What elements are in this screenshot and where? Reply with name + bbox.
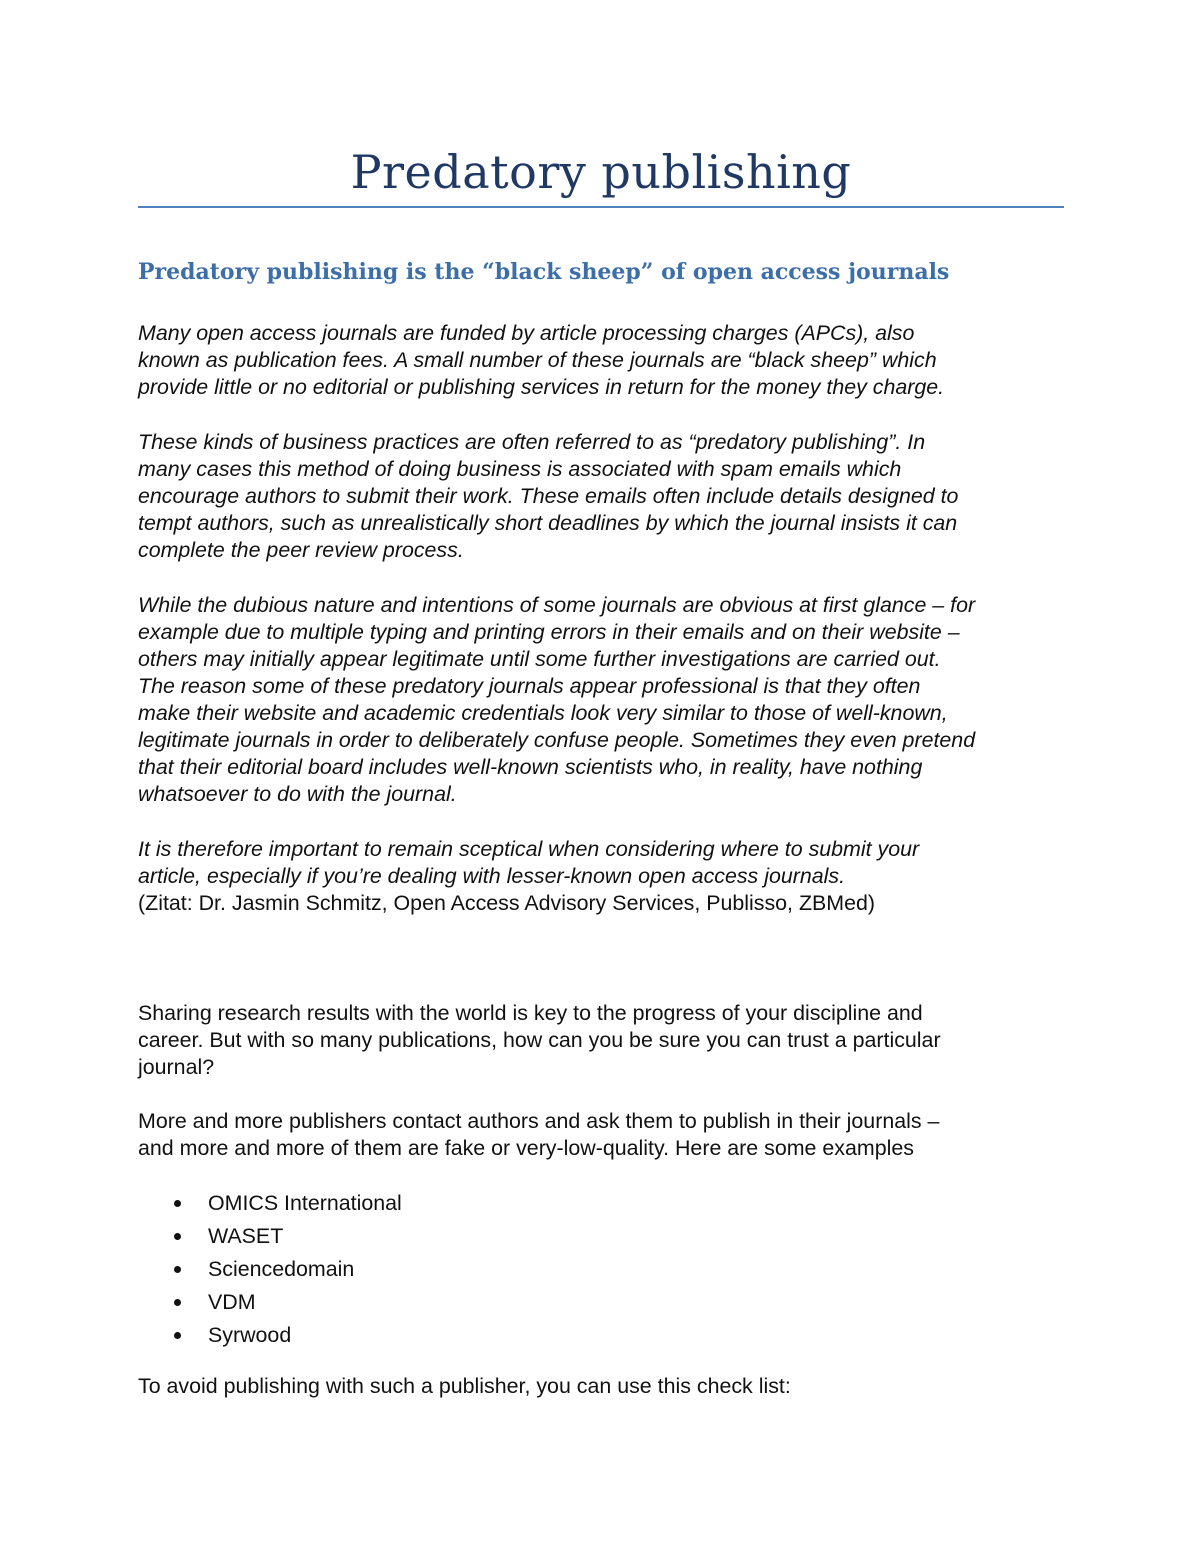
paragraph-line: Sharing research results with the world is key to the progress of your discipline and <box>138 1001 923 1025</box>
paragraph-dubious-nature <box>138 592 1068 808</box>
paragraph-line: example due to multiple typing and printing errors in their emails and on their website – <box>138 620 960 644</box>
bullet-icon <box>174 1200 181 1207</box>
paragraph-closing <box>138 1373 1068 1400</box>
paragraph-line: It is therefore important to remain sceptical when considering where to submit your <box>138 837 920 861</box>
paragraph-line: These kinds of business practices are often referred to as “predatory publishing”. In <box>138 430 926 454</box>
list-item <box>138 1188 1068 1221</box>
paragraph-sceptical <box>138 836 1068 917</box>
paragraph-line: Many open access journals are funded by article processing charges (APCs), also <box>138 321 915 345</box>
paragraph-apcs <box>138 320 1068 401</box>
list-item-label: WASET <box>208 1224 284 1248</box>
paragraph-line: make their website and academic credentials look very similar to those of well-known, <box>138 701 948 725</box>
bullet-icon <box>174 1299 181 1306</box>
document-title: Predatory publishing <box>350 145 852 199</box>
paragraph-line: provide little or no editorial or publishing services in return for the money they charge. <box>138 375 945 399</box>
paragraph-line: complete the peer review process. <box>138 538 464 562</box>
list-item-label: Sciencedomain <box>208 1257 355 1281</box>
bullet-icon <box>174 1332 181 1339</box>
bullet-icon <box>174 1266 181 1273</box>
paragraph-line: career. But with so many publications, how can you be sure you can trust a particular <box>138 1028 941 1052</box>
paragraph-line: known as publication fees. A small number of these journals are “black sheep” which <box>138 348 937 372</box>
paragraph-business-practices <box>138 429 1068 564</box>
list-item <box>138 1254 1068 1287</box>
list-item <box>138 1287 1068 1320</box>
bullet-icon <box>174 1233 181 1240</box>
section-subheading: Predatory publishing is the “black sheep” of open access journals <box>138 259 950 285</box>
list-item <box>138 1221 1068 1254</box>
paragraph-line: whatsoever to do with the journal. <box>138 782 457 806</box>
paragraph-line: many cases this method of doing business is associated with spam emails which <box>138 457 902 481</box>
paragraph-line: tempt authors, such as unrealistically short deadlines by which the journal insists it can <box>138 511 958 535</box>
paragraph-line: that their editorial board includes well-known scientists who, in reality, have nothing <box>138 755 923 779</box>
paragraph-line: journal? <box>138 1055 215 1079</box>
citation: (Zitat: Dr. Jasmin Schmitz, Open Access Advisory Services, Publisso, ZBMed) <box>138 891 876 915</box>
paragraph-line: encourage authors to submit their work. These emails often include details designed to <box>138 484 959 508</box>
paragraph-line: others may initially appear legitimate until some further investigations are carried out. <box>138 647 941 671</box>
paragraph-line: To avoid publishing with such a publisher, you can use this check list: <box>138 1374 791 1398</box>
paragraph-line: article, especially if you’re dealing with lesser-known open access journals. <box>138 864 846 888</box>
publisher-examples-list <box>138 1188 1068 1353</box>
list-item-label: OMICS International <box>208 1191 402 1215</box>
list-item-label: VDM <box>208 1290 256 1314</box>
paragraph-sharing-research <box>138 1000 1068 1081</box>
paragraph-line: and more and more of them are fake or very-low-quality. Here are some examples <box>138 1136 914 1160</box>
paragraph-more-publishers <box>138 1108 1068 1162</box>
list-item <box>138 1320 1068 1353</box>
paragraph-line: legitimate journals in order to deliberately confuse people. Sometimes they even pretend <box>138 728 976 752</box>
list-item-label: Syrwood <box>208 1323 292 1347</box>
paragraph-line: The reason some of these predatory journals appear professional is that they often <box>138 674 921 698</box>
paragraph-line: More and more publishers contact authors and ask them to publish in their journals – <box>138 1109 940 1133</box>
title-underline <box>138 206 1064 208</box>
paragraph-line: While the dubious nature and intentions of some journals are obvious at first glance – for <box>138 593 976 617</box>
